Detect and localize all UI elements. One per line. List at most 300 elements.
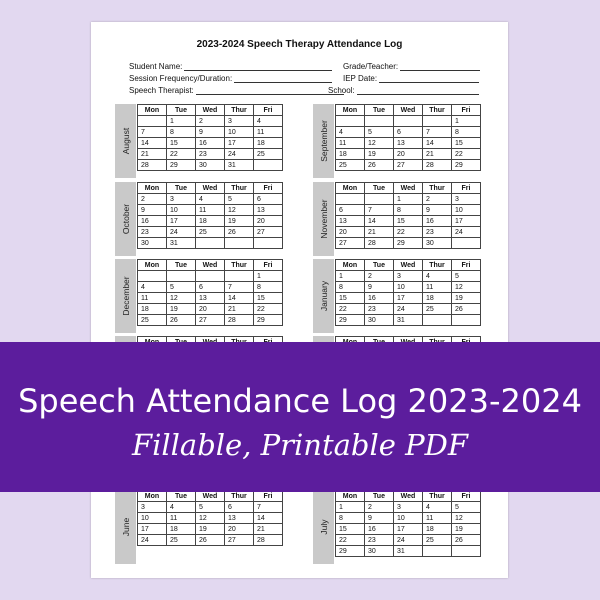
banner-subtitle: Fillable, Printable PDF <box>131 428 469 462</box>
day-cell[interactable]: 7 <box>138 127 167 138</box>
day-cell[interactable]: 15 <box>336 524 365 535</box>
day-cell[interactable]: 29 <box>167 160 196 171</box>
month-label <box>313 259 334 333</box>
day-cell[interactable]: 14 <box>423 138 452 149</box>
month-calendar-september <box>313 104 485 178</box>
day-cell[interactable]: 10 <box>452 205 481 216</box>
day-cell[interactable]: 4 <box>423 502 452 513</box>
week-row <box>336 546 481 557</box>
week-row <box>138 205 283 216</box>
day-cell[interactable]: 3 <box>167 194 196 205</box>
day-cell[interactable]: 13 <box>196 293 225 304</box>
week-row <box>138 271 283 282</box>
day-cell[interactable]: 16 <box>365 524 394 535</box>
day-cell[interactable]: 23 <box>423 227 452 238</box>
day-cell[interactable]: 27 <box>336 238 365 249</box>
month-name: December <box>120 276 131 316</box>
month-name: June <box>120 517 131 537</box>
week-row <box>336 116 481 127</box>
day-cell[interactable]: 8 <box>336 513 365 524</box>
weekday-header: Wed <box>394 260 423 271</box>
month-label <box>313 182 334 256</box>
day-cell[interactable]: 22 <box>254 304 283 315</box>
day-cell[interactable]: 2 <box>196 116 225 127</box>
weekday-header: Mon <box>336 105 365 116</box>
week-row <box>336 271 481 282</box>
week-row <box>138 194 283 205</box>
day-cell[interactable]: 25 <box>196 227 225 238</box>
week-row <box>336 160 481 171</box>
day-cell[interactable]: 27 <box>254 227 283 238</box>
day-cell[interactable]: 20 <box>225 524 254 535</box>
day-cell[interactable]: 12 <box>167 293 196 304</box>
day-cell[interactable]: 18 <box>423 293 452 304</box>
month-calendar-october <box>115 182 287 256</box>
day-cell[interactable]: 1 <box>394 194 423 205</box>
day-cell[interactable]: 6 <box>336 205 365 216</box>
day-cell[interactable] <box>225 271 254 282</box>
day-cell[interactable]: 7 <box>225 282 254 293</box>
session-frequency-field[interactable]: Session Frequency/Duration: <box>129 74 332 83</box>
day-cell[interactable]: 8 <box>336 282 365 293</box>
day-cell[interactable]: 29 <box>254 315 283 326</box>
day-cell[interactable]: 20 <box>254 216 283 227</box>
weekday-header: Mon <box>336 491 365 502</box>
day-cell[interactable]: 19 <box>452 524 481 535</box>
month-calendar-november <box>313 182 485 256</box>
day-cell[interactable]: 3 <box>394 271 423 282</box>
day-cell[interactable]: 16 <box>365 293 394 304</box>
day-cell[interactable]: 6 <box>196 282 225 293</box>
day-cell[interactable]: 19 <box>196 524 225 535</box>
day-cell[interactable]: 15 <box>336 293 365 304</box>
day-cell[interactable]: 9 <box>423 205 452 216</box>
weekday-header: Mon <box>336 260 365 271</box>
week-row <box>336 205 481 216</box>
day-cell[interactable] <box>254 238 283 249</box>
day-cell[interactable]: 18 <box>336 149 365 160</box>
day-cell[interactable]: 28 <box>225 315 254 326</box>
day-cell[interactable]: 21 <box>365 227 394 238</box>
day-cell[interactable]: 12 <box>196 513 225 524</box>
month-name: November <box>318 199 329 239</box>
day-cell[interactable]: 19 <box>167 304 196 315</box>
day-cell[interactable]: 18 <box>196 216 225 227</box>
day-cell[interactable]: 7 <box>365 205 394 216</box>
day-cell[interactable]: 30 <box>138 238 167 249</box>
weekday-header: Thur <box>423 183 452 194</box>
weekday-header: Mon <box>138 105 167 116</box>
day-cell[interactable]: 4 <box>423 271 452 282</box>
day-cell[interactable]: 30 <box>365 315 394 326</box>
day-cell[interactable]: 20 <box>196 304 225 315</box>
day-cell[interactable]: 8 <box>394 205 423 216</box>
week-row <box>138 116 283 127</box>
day-cell[interactable] <box>336 116 365 127</box>
day-cell[interactable]: 12 <box>225 205 254 216</box>
day-cell[interactable]: 22 <box>336 535 365 546</box>
day-cell[interactable]: 21 <box>254 524 283 535</box>
day-cell[interactable]: 3 <box>452 194 481 205</box>
day-cell[interactable]: 2 <box>365 271 394 282</box>
weekday-header: Tue <box>365 260 394 271</box>
month-grid <box>335 490 481 557</box>
month-name: August <box>120 127 131 155</box>
day-cell[interactable]: 11 <box>423 513 452 524</box>
week-row <box>138 216 283 227</box>
day-cell[interactable]: 26 <box>365 160 394 171</box>
week-row <box>336 304 481 315</box>
day-cell[interactable] <box>365 116 394 127</box>
day-cell[interactable]: 13 <box>254 205 283 216</box>
day-cell[interactable]: 22 <box>394 227 423 238</box>
day-cell[interactable]: 20 <box>336 227 365 238</box>
day-cell[interactable]: 23 <box>365 535 394 546</box>
day-cell[interactable]: 19 <box>225 216 254 227</box>
weekday-header: Tue <box>167 491 196 502</box>
day-cell[interactable]: 10 <box>138 513 167 524</box>
day-cell[interactable]: 1 <box>336 271 365 282</box>
day-cell[interactable]: 18 <box>167 524 196 535</box>
day-cell[interactable] <box>196 238 225 249</box>
day-cell[interactable]: 31 <box>225 160 254 171</box>
day-cell[interactable]: 3 <box>225 116 254 127</box>
week-row <box>336 513 481 524</box>
day-cell[interactable]: 17 <box>225 138 254 149</box>
week-row <box>336 194 481 205</box>
day-cell[interactable]: 28 <box>365 238 394 249</box>
day-cell[interactable]: 27 <box>225 535 254 546</box>
day-cell[interactable]: 13 <box>336 216 365 227</box>
day-cell[interactable]: 24 <box>167 227 196 238</box>
day-cell[interactable]: 24 <box>452 227 481 238</box>
day-cell[interactable]: 5 <box>452 502 481 513</box>
weekday-header: Fri <box>452 260 481 271</box>
day-cell[interactable]: 11 <box>254 127 283 138</box>
weekday-header: Fri <box>254 183 283 194</box>
school-field[interactable]: School: <box>328 86 479 95</box>
day-cell[interactable]: 21 <box>225 304 254 315</box>
day-cell[interactable]: 24 <box>394 535 423 546</box>
weekday-header: Tue <box>365 105 394 116</box>
weekday-header: Thur <box>423 105 452 116</box>
page-title: 2023-2024 Speech Therapy Attendance Log <box>196 39 403 50</box>
month-grid <box>335 182 481 249</box>
day-cell[interactable]: 11 <box>167 513 196 524</box>
day-cell[interactable]: 28 <box>138 160 167 171</box>
week-row <box>336 138 481 149</box>
weekday-header: Thur <box>423 491 452 502</box>
day-cell[interactable]: 13 <box>394 138 423 149</box>
day-cell[interactable]: 7 <box>423 127 452 138</box>
week-row <box>336 293 481 304</box>
month-calendar-august <box>115 104 287 178</box>
weekday-header: Wed <box>394 183 423 194</box>
day-cell[interactable] <box>423 116 452 127</box>
day-cell[interactable]: 9 <box>365 282 394 293</box>
day-cell[interactable]: 15 <box>167 138 196 149</box>
day-cell[interactable]: 15 <box>452 138 481 149</box>
month-calendar-june <box>115 490 287 564</box>
day-cell[interactable] <box>336 194 365 205</box>
day-cell[interactable] <box>452 238 481 249</box>
day-cell[interactable]: 4 <box>254 116 283 127</box>
day-cell[interactable]: 6 <box>254 194 283 205</box>
day-cell[interactable]: 24 <box>138 535 167 546</box>
day-cell[interactable]: 26 <box>196 535 225 546</box>
day-cell[interactable] <box>423 315 452 326</box>
day-cell[interactable]: 19 <box>365 149 394 160</box>
day-cell[interactable]: 12 <box>365 138 394 149</box>
day-cell[interactable]: 31 <box>394 546 423 557</box>
day-cell[interactable]: 3 <box>138 502 167 513</box>
month-label <box>115 104 136 178</box>
day-cell[interactable]: 1 <box>452 116 481 127</box>
weekday-header: Fri <box>452 105 481 116</box>
month-name: July <box>318 519 329 535</box>
day-cell[interactable] <box>196 271 225 282</box>
speech-therapist-field[interactable]: Speech Therapist: <box>129 86 344 95</box>
day-cell[interactable]: 6 <box>225 502 254 513</box>
weekday-header: Wed <box>394 105 423 116</box>
weekday-header: Tue <box>365 183 394 194</box>
day-cell[interactable]: 23 <box>365 304 394 315</box>
day-cell[interactable]: 25 <box>254 149 283 160</box>
week-row <box>138 282 283 293</box>
day-cell[interactable]: 10 <box>225 127 254 138</box>
day-cell[interactable]: 31 <box>167 238 196 249</box>
week-row <box>336 238 481 249</box>
month-grid <box>335 104 481 171</box>
day-cell[interactable]: 17 <box>167 216 196 227</box>
day-cell[interactable]: 21 <box>423 149 452 160</box>
week-row <box>138 227 283 238</box>
day-cell[interactable]: 25 <box>336 160 365 171</box>
day-cell[interactable]: 18 <box>138 304 167 315</box>
weekday-header: Wed <box>196 183 225 194</box>
day-cell[interactable] <box>138 271 167 282</box>
week-row <box>336 282 481 293</box>
day-cell[interactable]: 6 <box>394 127 423 138</box>
day-cell[interactable]: 14 <box>365 216 394 227</box>
week-row <box>138 315 283 326</box>
student-name-field[interactable]: Student Name: <box>129 62 332 71</box>
day-cell[interactable]: 1 <box>167 116 196 127</box>
day-cell[interactable]: 25 <box>423 535 452 546</box>
week-row <box>336 502 481 513</box>
day-cell[interactable] <box>423 546 452 557</box>
day-cell[interactable]: 13 <box>225 513 254 524</box>
day-cell[interactable]: 11 <box>423 282 452 293</box>
day-cell[interactable]: 9 <box>196 127 225 138</box>
week-row <box>138 238 283 249</box>
day-cell[interactable]: 5 <box>452 271 481 282</box>
month-label <box>313 104 334 178</box>
weekday-header: Wed <box>196 260 225 271</box>
day-cell[interactable]: 9 <box>365 513 394 524</box>
day-cell[interactable]: 2 <box>138 194 167 205</box>
day-cell[interactable]: 26 <box>167 315 196 326</box>
attendance-log-page <box>91 22 508 578</box>
weekday-header: Mon <box>138 491 167 502</box>
day-cell[interactable]: 9 <box>138 205 167 216</box>
day-cell[interactable]: 5 <box>225 194 254 205</box>
day-cell[interactable]: 21 <box>138 149 167 160</box>
month-label <box>313 490 334 564</box>
day-cell[interactable]: 16 <box>138 216 167 227</box>
weekday-header: Mon <box>138 260 167 271</box>
day-cell[interactable]: 14 <box>254 513 283 524</box>
day-cell[interactable]: 11 <box>196 205 225 216</box>
weekday-header: Tue <box>365 491 394 502</box>
month-label <box>115 259 136 333</box>
day-cell[interactable] <box>225 238 254 249</box>
day-cell[interactable]: 10 <box>394 282 423 293</box>
month-calendar-july <box>313 490 485 564</box>
day-cell[interactable]: 16 <box>196 138 225 149</box>
weekday-header: Fri <box>254 491 283 502</box>
day-cell[interactable] <box>365 194 394 205</box>
day-cell[interactable]: 5 <box>196 502 225 513</box>
week-row <box>138 513 283 524</box>
day-cell[interactable]: 28 <box>423 160 452 171</box>
day-cell[interactable]: 29 <box>336 315 365 326</box>
day-cell[interactable]: 29 <box>452 160 481 171</box>
day-cell[interactable]: 14 <box>138 138 167 149</box>
day-cell[interactable]: 30 <box>365 546 394 557</box>
day-cell[interactable]: 8 <box>452 127 481 138</box>
day-cell[interactable]: 11 <box>138 293 167 304</box>
grade-teacher-field[interactable]: Grade/Teacher: <box>343 62 480 71</box>
day-cell[interactable] <box>452 546 481 557</box>
weekday-header: Wed <box>394 491 423 502</box>
weekday-header: Tue <box>167 260 196 271</box>
day-cell[interactable]: 20 <box>394 149 423 160</box>
day-cell[interactable]: 24 <box>394 304 423 315</box>
weekday-header: Tue <box>167 105 196 116</box>
month-name: October <box>120 203 131 235</box>
day-cell[interactable]: 10 <box>394 513 423 524</box>
day-cell[interactable]: 22 <box>167 149 196 160</box>
day-cell[interactable]: 17 <box>138 524 167 535</box>
weekday-header: Mon <box>138 183 167 194</box>
day-cell[interactable]: 28 <box>254 535 283 546</box>
month-name: September <box>318 120 329 162</box>
weekday-header: Tue <box>167 183 196 194</box>
day-cell[interactable]: 22 <box>452 149 481 160</box>
day-cell[interactable] <box>254 160 283 171</box>
day-cell[interactable]: 1 <box>336 502 365 513</box>
day-cell[interactable]: 27 <box>196 315 225 326</box>
day-cell[interactable]: 4 <box>138 282 167 293</box>
day-cell[interactable]: 18 <box>423 524 452 535</box>
day-cell[interactable]: 23 <box>138 227 167 238</box>
month-label <box>115 490 136 564</box>
week-row <box>336 149 481 160</box>
day-cell[interactable]: 7 <box>254 502 283 513</box>
day-cell[interactable] <box>167 271 196 282</box>
day-cell[interactable]: 12 <box>452 282 481 293</box>
day-cell[interactable]: 14 <box>225 293 254 304</box>
day-cell[interactable]: 30 <box>196 160 225 171</box>
day-cell[interactable]: 26 <box>225 227 254 238</box>
month-grid <box>335 259 481 326</box>
day-cell[interactable]: 1 <box>254 271 283 282</box>
day-cell[interactable]: 5 <box>167 282 196 293</box>
day-cell[interactable]: 22 <box>336 304 365 315</box>
day-cell[interactable]: 2 <box>365 502 394 513</box>
week-row <box>138 524 283 535</box>
day-cell[interactable]: 4 <box>167 502 196 513</box>
banner-title: Speech Attendance Log 2023-2024 <box>18 382 582 420</box>
weekday-header: Thur <box>225 260 254 271</box>
day-cell[interactable]: 17 <box>394 293 423 304</box>
day-cell[interactable]: 31 <box>394 315 423 326</box>
month-grid <box>137 259 283 326</box>
day-cell[interactable]: 29 <box>336 546 365 557</box>
day-cell[interactable]: 25 <box>167 535 196 546</box>
day-cell[interactable]: 8 <box>254 282 283 293</box>
day-cell[interactable]: 29 <box>394 238 423 249</box>
week-row <box>138 149 283 160</box>
week-row <box>138 502 283 513</box>
day-cell[interactable]: 17 <box>394 524 423 535</box>
day-cell[interactable]: 15 <box>254 293 283 304</box>
day-cell[interactable]: 26 <box>452 304 481 315</box>
month-grid <box>137 490 283 546</box>
day-cell[interactable]: 26 <box>452 535 481 546</box>
day-cell[interactable]: 4 <box>196 194 225 205</box>
day-cell[interactable]: 10 <box>167 205 196 216</box>
iep-date-field[interactable]: IEP Date: <box>343 74 479 83</box>
day-cell[interactable]: 8 <box>167 127 196 138</box>
day-cell[interactable] <box>138 116 167 127</box>
week-row <box>138 127 283 138</box>
weekday-header: Thur <box>225 491 254 502</box>
day-cell[interactable]: 25 <box>138 315 167 326</box>
weekday-header: Fri <box>452 183 481 194</box>
day-cell[interactable]: 24 <box>225 149 254 160</box>
day-cell[interactable]: 23 <box>196 149 225 160</box>
day-cell[interactable]: 18 <box>254 138 283 149</box>
day-cell[interactable]: 12 <box>452 513 481 524</box>
day-cell[interactable]: 30 <box>423 238 452 249</box>
day-cell[interactable]: 15 <box>394 216 423 227</box>
day-cell[interactable]: 27 <box>394 160 423 171</box>
week-row <box>336 315 481 326</box>
month-grid <box>137 182 283 249</box>
day-cell[interactable]: 19 <box>452 293 481 304</box>
weekday-header: Fri <box>254 260 283 271</box>
week-row <box>336 524 481 535</box>
day-cell[interactable]: 5 <box>365 127 394 138</box>
day-cell[interactable]: 2 <box>423 194 452 205</box>
month-label <box>115 182 136 256</box>
weekday-header: Mon <box>336 183 365 194</box>
day-cell[interactable]: 4 <box>336 127 365 138</box>
day-cell[interactable]: 25 <box>423 304 452 315</box>
day-cell[interactable]: 11 <box>336 138 365 149</box>
day-cell[interactable] <box>394 116 423 127</box>
day-cell[interactable]: 17 <box>452 216 481 227</box>
month-calendar-january <box>313 259 485 333</box>
week-row <box>336 127 481 138</box>
day-cell[interactable]: 3 <box>394 502 423 513</box>
day-cell[interactable] <box>452 315 481 326</box>
month-name: January <box>318 280 329 312</box>
week-row <box>138 160 283 171</box>
day-cell[interactable]: 16 <box>423 216 452 227</box>
